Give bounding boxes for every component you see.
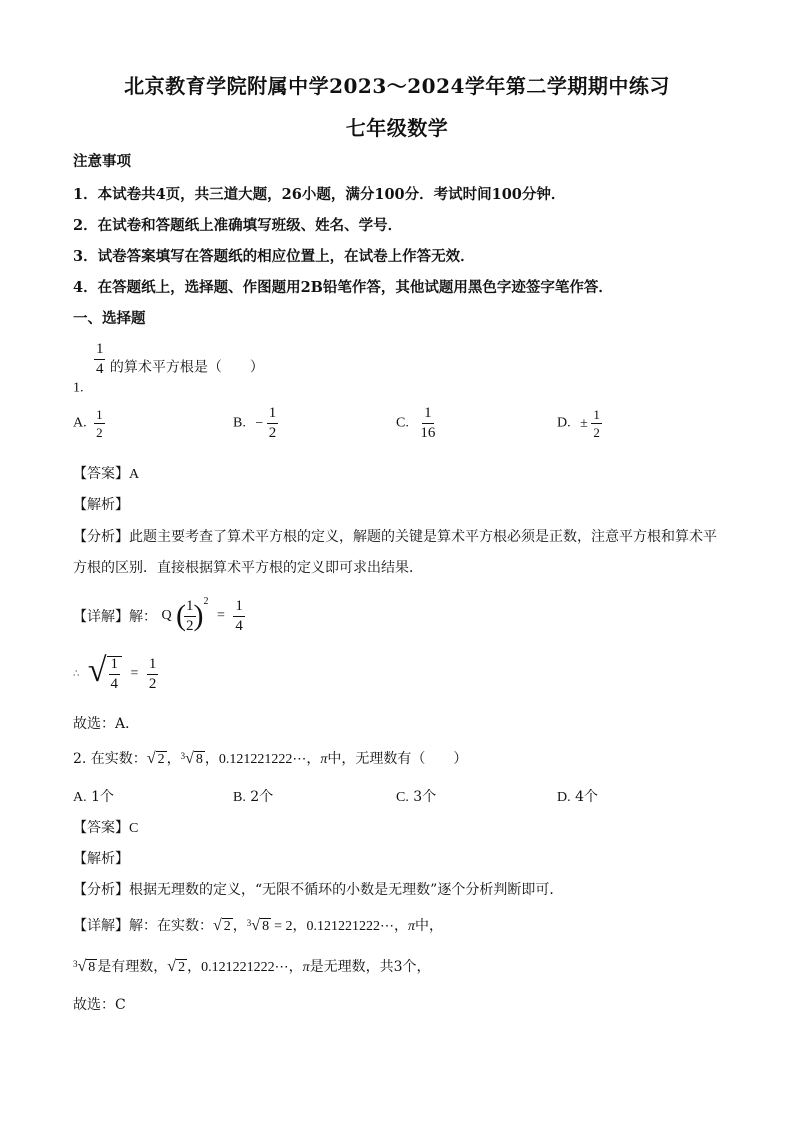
note-item-3: 3．试卷答案填写在答题纸的相应位置上，在试卷上作答无效． [73, 248, 475, 265]
page-title: 北京教育学院附属中学2023～2024学年第二学期期中练习 [124, 74, 670, 98]
detail-line-1: 【详解】解： Q ( $\frac{1}{2}$ )$^2$ = $\frac{1}{4}$ [73, 596, 243, 634]
answer-line-1 [73, 463, 139, 483]
question-1-stem [73, 342, 264, 397]
option-b: B. − $\frac{1}{2}$ [233, 405, 277, 441]
question-2-stem: 2. 在实数： √ 2 ， 3 √ 8 ，0.121221222⋯，π中，无理数有（ ） [73, 749, 468, 767]
option-d: D. ± $\frac{1}{2}$ [557, 407, 600, 440]
analysis-line-q2: 【分析】根据无理数的定义，“无限不循环的小数是无理数”逐个分析判断即可． [73, 882, 564, 898]
fraction-one-quarter: $\frac{1}{4}$ [95, 341, 104, 377]
q2-option-c: C. 3个 [396, 789, 437, 805]
note-item-2: 2．在试卷和答题纸上准确填写班级、姓名、学号． [73, 217, 403, 234]
option-a: A. $\frac{1}{2}$ [73, 407, 103, 440]
answer-value: A [129, 467, 140, 482]
analysis-line-1: 【分析】此题主要考查了算术平方根的定义，解题的关键是算术平方根必须是正数，注意平方根和算术平 [73, 529, 717, 545]
analysis-line-2: 方根的区别．直接根据算术平方根的定义即可求出结果． [73, 560, 423, 576]
answer-line-2: 【答案】C [73, 820, 139, 836]
section-heading: 一、选择题 [73, 310, 146, 327]
analysis-tag-1: 【解析】 [73, 497, 129, 513]
question-stem-tail: 的算术平方根是（ ） [109, 359, 264, 376]
option-c: C. $\frac{1}{16}$ [396, 405, 436, 441]
note-item-4: 4．在答题纸上，选择题、作图题用2B铅笔作答，其他试题用黑色字迹签字笔作答． [73, 279, 613, 296]
note-item-1: 1．本试卷共4页，共三道大题，26小题，满分100分．考试时间100分钟． [73, 186, 566, 203]
conclusion-2: 故选：C [73, 997, 126, 1013]
conclusion-1: 故选：A． [73, 716, 140, 732]
answer-tag: 【答案】 [73, 466, 129, 482]
q2-option-d: D. 4个 [557, 789, 598, 805]
q2-detail-line-2: 3 √ 8 是有理数， √ 2 ，0.121221222⋯，π是无理数，共3个， [73, 957, 431, 975]
detail-line-2: ∴ √ $\frac{1}{4}$ = $\frac{1}{2}$ [73, 652, 157, 692]
q2-detail-line-1: 【详解】解：在实数： √ 2 ， 3 √ 8 = 2，0.121221222⋯，π中， [73, 916, 443, 934]
q2-option-a: A. 1个 [73, 789, 114, 805]
notes-heading: 注意事项 [73, 153, 131, 170]
page-subtitle: 七年级数学 [345, 116, 449, 140]
question-number: 1. [73, 380, 84, 396]
q2-option-b: B. 2个 [233, 789, 274, 805]
analysis-tag-2: 【解析】 [73, 851, 129, 867]
